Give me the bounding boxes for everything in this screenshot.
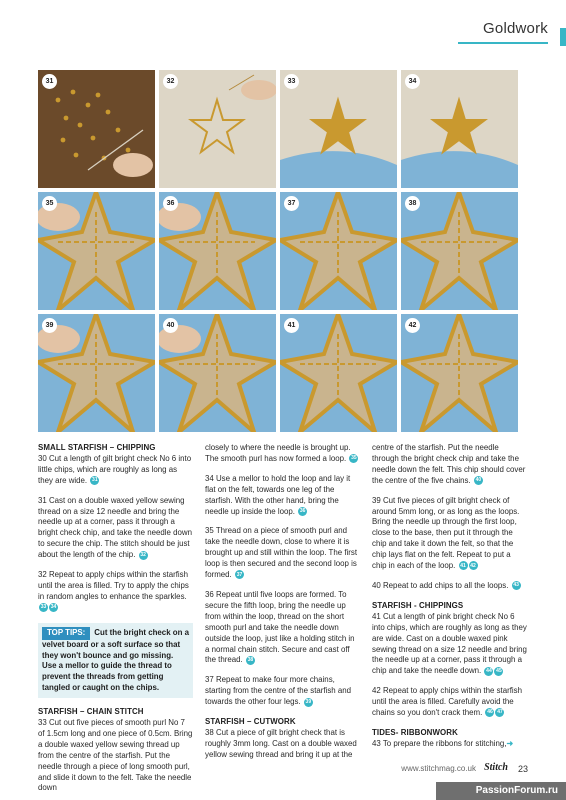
step-photo-41 <box>280 314 397 432</box>
photo-ref-badge: 34 <box>50 604 57 611</box>
photo-ref-badge: 43 <box>513 582 519 589</box>
photo-number: 32 <box>163 74 178 89</box>
step-photo-31 <box>38 70 155 188</box>
step-43: 43 To prepare the ribbons for stitching,➜ <box>372 738 514 748</box>
step-34: 34 Use a mellor to hold the loop and lay it flat on the felt, towards one leg of the starfish. With the other hand, bring the needle up inside the loop. 36 <box>205 473 351 516</box>
top-tips-box <box>38 623 193 698</box>
step-photo-35 <box>38 192 155 310</box>
section-tab-marker <box>560 28 566 46</box>
footer-url: www.stitchmag.co.uk <box>401 764 476 773</box>
step-36: 36 Repeat until five loops are formed. To secure the fifth loop, bring the needle up from within the loop, thread on the short smooth purl and take the needle down outside the loop, just like a holding stitch in a normal chain stitch. Secure and cast off the thread. 38 <box>205 589 355 665</box>
photo-number: 34 <box>405 74 420 89</box>
column-3 <box>372 443 527 759</box>
photo-number: 37 <box>284 196 299 211</box>
step-photo-32 <box>159 70 276 188</box>
photo-number: 35 <box>42 196 57 211</box>
photo-number: 33 <box>284 74 299 89</box>
photo-number: 42 <box>405 318 420 333</box>
step-37: 37 Repeat to make four more chains, starting from the centre of the starfish and towards the other four legs. 39 <box>205 675 352 707</box>
step-32: 32 Repeat to apply chips within the starfish until the area is filled. Try to apply the chips in random angles to enhance the sparkles. 33 34 <box>38 570 189 611</box>
step-photo-36 <box>159 192 276 310</box>
photo-ref-badge: 40 <box>475 477 482 484</box>
photo-ref-badge: 33 <box>40 604 47 611</box>
step-35: 35 Thread on a piece of smooth purl and take the needle down, close to where it is brought up and still within the loop. The first loop is then secured and the second loop is formed. 37 <box>205 526 358 580</box>
photo-number: 31 <box>42 74 57 89</box>
heading-tides-ribbonwork: TIDES- RIBBONWORK <box>372 727 458 737</box>
step-photo-40 <box>159 314 276 432</box>
section-title: Goldwork <box>483 20 548 37</box>
photo-ref-badge: 42 <box>470 562 476 569</box>
photo-ref-badge: 39 <box>305 698 312 705</box>
photo-number: 36 <box>163 196 178 211</box>
step-38-cont: centre of the starfish. Put the needle through the bright check chip and take the needle down the felt. This chip should cover the centre of the five chains. 40 <box>372 443 526 485</box>
top-tips-label: TOP TIPS: <box>42 627 90 640</box>
photo-ref-badge: 31 <box>92 477 98 484</box>
page-number: 23 <box>517 764 528 774</box>
step-photo-42 <box>401 314 518 432</box>
photo-number: 39 <box>42 318 57 333</box>
step-42: 42 Repeat to apply chips within the starfish until the area is filled. Carefully avoid the chains so you don't crack them. 46 47 <box>372 686 523 718</box>
footer <box>0 764 566 800</box>
photo-ref-badge: 32 <box>140 551 146 558</box>
top-tips-text: Cut the bright check on a velvet board or a soft surface so that they won't bounce and go missing. Use a mellor to guide the thread to prevent the threads from getting tangled or caught on the chips. <box>42 627 189 693</box>
photo-number: 38 <box>405 196 420 211</box>
photo-ref-badge: 46 <box>487 709 493 716</box>
step-40: 40 Repeat to add chips to all the loops. 43 <box>372 580 519 590</box>
continue-arrow-icon: ➜ <box>506 738 514 748</box>
photo-ref-badge: 45 <box>496 667 502 674</box>
step-photo-34 <box>401 70 518 188</box>
step-33: 33 Cut out five pieces of smooth purl No 7 of 1.5cm long and one piece of 0.5cm. Bring a double waxed yellow sewing thread up from the centre of the starfish. Put the needle through a piece of long smooth purl, and slide it down to the felt. Take the needle down <box>38 718 193 793</box>
heading-starfish-chain-stitch: STARFISH – CHAIN STITCH <box>38 707 144 717</box>
footer-brand: Stitch <box>484 762 508 773</box>
step-39: 39 Cut five pieces of gilt bright check of around 5mm long, or as long as the loops. Bring the needle up through the first loop, close to the base, then put it through the chip and take it down the felt, so that the chip lays flat on the felt. Repeat to put a chip in each of the loop. 41 42 <box>372 495 520 571</box>
step-photo-37 <box>280 192 397 310</box>
step-33-cont: closely to where the needle is brought up. The smooth purl has now formed a loop. 35 <box>205 443 357 463</box>
photo-number: 40 <box>163 318 178 333</box>
heading-starfish-cutwork: STARFISH – CUTWORK <box>205 717 296 727</box>
photo-number: 41 <box>284 318 299 333</box>
step-41: 41 Cut a length of pink bright check No 6 into chips, which are roughly as long as they are wide. Cast on a double waxed pink sewing thread on a size 12 needle and bring the needle up at a corner, pass it through a chip and take the needle down. 44 45 <box>372 611 527 676</box>
step-photo-38 <box>401 192 518 310</box>
heading-starfish-chippings: STARFISH - CHIPPINGS <box>372 600 464 610</box>
step-photo-39 <box>38 314 155 432</box>
step-photo-33 <box>280 70 397 188</box>
watermark: PassionForum.ru <box>475 785 558 796</box>
photo-ref-badge: 47 <box>497 709 503 716</box>
photo-ref-badge: 41 <box>460 562 466 569</box>
photo-ref-badge: 37 <box>236 571 243 578</box>
column-1 <box>38 443 193 800</box>
photo-ref-badge: 44 <box>486 667 492 674</box>
step-38: 38 Cut a piece of gilt bright check that is roughly 3mm long. Cast on a double waxed yellow sewing thread and bring it up at the <box>205 727 357 759</box>
heading-small-starfish-chipping: SMALL STARFISH – CHIPPING <box>38 443 156 452</box>
column-2 <box>205 443 360 770</box>
step-30: 30 Cut a length of gilt bright check No 6 into little chips, which are roughly as long as they are wide. 31 <box>38 453 192 485</box>
photo-ref-badge: 36 <box>299 507 306 514</box>
photo-ref-badge: 35 <box>351 455 357 462</box>
title-underline <box>458 42 548 44</box>
header <box>0 0 566 50</box>
photo-ref-badge: 38 <box>247 656 254 663</box>
step-31: 31 Cast on a double waxed yellow sewing thread on a size 12 needle and bring the needle up at a corner, pass it through a bright check chip, and take the needle down to secure the chip. The stitch should be just about the length of the chip. 32 <box>38 495 192 560</box>
